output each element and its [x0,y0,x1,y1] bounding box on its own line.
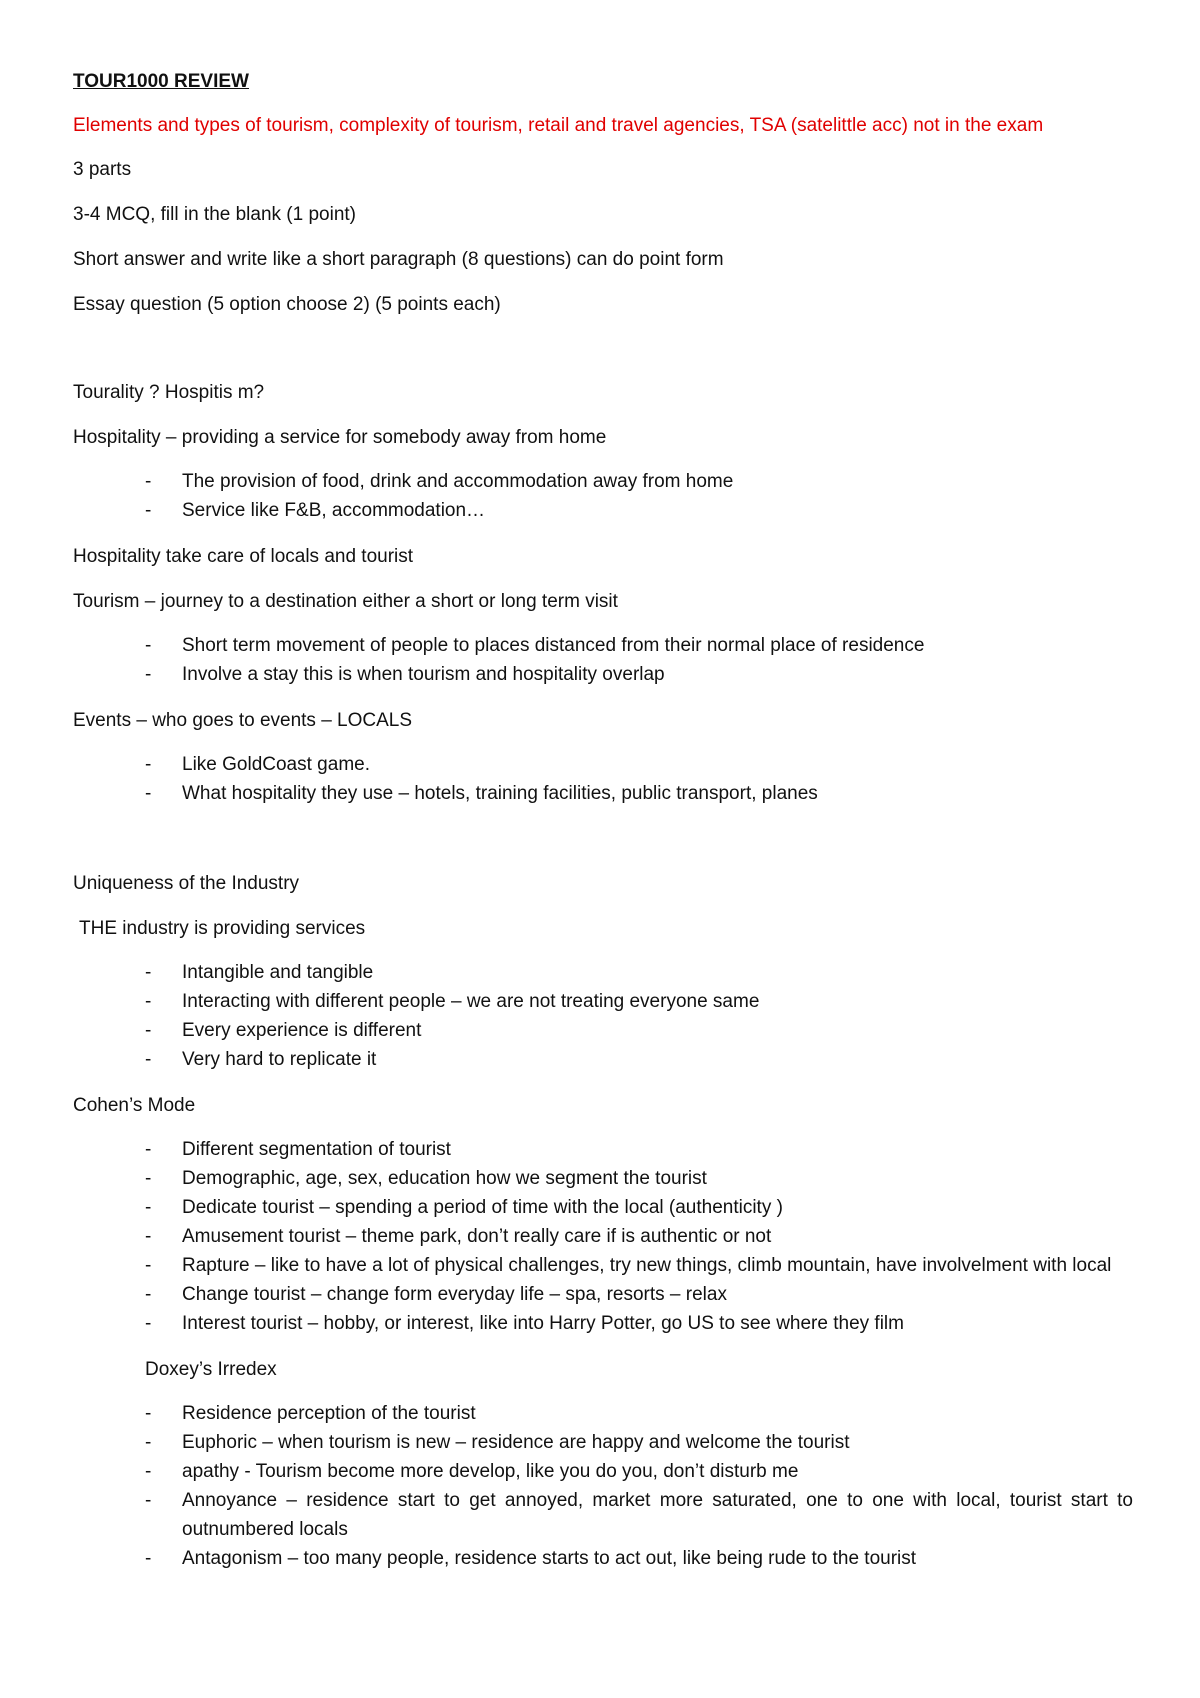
dash-bullet: - [145,664,152,685]
list-item-text: Amusement tourist – theme park, don’t really care if is authentic or not [182,1226,772,1247]
list-item [73,1016,1133,1045]
list-item [73,1486,1133,1544]
list-item-text: Every experience is different [182,1020,422,1041]
dash-bullet: - [145,1049,152,1070]
list-item-text: Involve a stay this is when tourism and hospitality overlap [182,664,665,685]
list-item [73,467,1133,496]
dash-bullet: - [145,783,152,804]
list-item-text: Dedicate tourist – spending a period of time with the local (authenticity ) [182,1197,783,1218]
exam-exclusion-note: Elements and types of tourism, complexity of tourism, retail and travel agencies, TSA (satelittle acc) not in the exam [73,115,1044,136]
list-item [73,1251,1133,1280]
uniqueness-subheading: THE industry is providing services [79,918,366,939]
list-item-text: Different segmentation of tourist [182,1139,451,1160]
dash-bullet: - [145,1226,152,1247]
list-item [73,1309,1133,1338]
tourality-question: Tourality ? Hospitis m? [73,382,265,403]
hospitality-note: Hospitality take care of locals and tourist [73,546,414,567]
dash-bullet: - [145,1461,152,1482]
list-item-text: Annoyance – residence start to get annoyed, market more saturated, one to one with local, tourist start to outnumbered locals [182,1490,1133,1540]
list-item-text: Antagonism – too many people, residence starts to act out, like being rude to the tourist [182,1548,917,1569]
list-item-text: Interacting with different people – we are not treating everyone same [182,991,760,1012]
uniqueness-heading: Uniqueness of the Industry [73,873,300,894]
dash-bullet: - [145,1168,152,1189]
exam-format-line: Essay question (5 option choose 2) (5 points each) [73,294,501,315]
list-item-text: Demographic, age, sex, education how we segment the tourist [182,1168,707,1189]
cohen-heading: Cohen’s Mode [73,1095,196,1116]
list-item [73,1135,1133,1164]
dash-bullet: - [145,1403,152,1424]
list-item-text: Interest tourist – hobby, or interest, like into Harry Potter, go US to see where they film [182,1313,904,1334]
dash-bullet: - [145,754,152,775]
list-item-text: Residence perception of the tourist [182,1403,476,1424]
doxey-list [73,1399,1133,1573]
tourism-heading: Tourism – journey to a destination either a short or long term visit [73,591,618,612]
hospitality-heading: Hospitality – providing a service for somebody away from home [73,427,607,448]
dash-bullet: - [145,991,152,1012]
list-item [73,958,1133,987]
cohen-list [73,1135,1133,1338]
dash-bullet: - [145,1139,152,1160]
uniqueness-list [73,958,1133,1074]
dash-bullet: - [145,1432,152,1453]
list-item-text: Short term movement of people to places distanced from their normal place of residence [182,635,925,656]
dash-bullet: - [145,1548,152,1569]
dash-bullet: - [145,1255,152,1276]
list-item-text: The provision of food, drink and accommodation away from home [182,471,734,492]
list-item [73,1399,1133,1428]
list-item-text: Service like F&B, accommodation… [182,500,486,521]
list-item-text: Very hard to replicate it [182,1049,377,1070]
list-item [73,1544,1133,1573]
document-page [73,70,1133,1593]
list-item [73,779,1133,808]
dash-bullet: - [145,1020,152,1041]
dash-bullet: - [145,962,152,983]
list-item-text: Rapture – like to have a lot of physical challenges, try new things, climb mountain, have involvelment with local [182,1255,1112,1276]
tourism-list [73,631,1133,689]
list-item-text: What hospitality they use – hotels, training facilities, public transport, planes [182,783,818,804]
doxey-heading: Doxey’s Irredex [145,1359,277,1380]
list-item [73,1045,1133,1074]
list-item [73,1222,1133,1251]
list-item [73,1457,1133,1486]
list-item [73,987,1133,1016]
list-item [73,750,1133,779]
dash-bullet: - [145,471,152,492]
list-item [73,631,1133,660]
dash-bullet: - [145,500,152,521]
exam-format-line: 3 parts [73,159,132,180]
events-list [73,750,1133,808]
list-item-text: apathy - Tourism become more develop, like you do you, don’t disturb me [182,1461,799,1482]
dash-bullet: - [145,1197,152,1218]
dash-bullet: - [145,1490,152,1511]
spacer [73,828,1133,872]
dash-bullet: - [145,1284,152,1305]
list-item-text: Euphoric – when tourism is new – residence are happy and welcome the tourist [182,1432,850,1453]
exam-format-line: 3-4 MCQ, fill in the blank (1 point) [73,204,357,225]
list-item [73,496,1133,525]
list-item [73,1164,1133,1193]
exam-format-line: Short answer and write like a short paragraph (8 questions) can do point form [73,249,724,270]
events-heading: Events – who goes to events – LOCALS [73,710,413,731]
dash-bullet: - [145,635,152,656]
list-item-text: Like GoldCoast game. [182,754,370,775]
document-title: TOUR1000 REVIEW [73,71,249,92]
list-item [73,660,1133,689]
list-item [73,1280,1133,1309]
dash-bullet: - [145,1313,152,1334]
list-item-text: Change tourist – change form everyday life – spa, resorts – relax [182,1284,727,1305]
spacer [73,338,1133,381]
list-item [73,1193,1133,1222]
hospitality-list [73,467,1133,525]
list-item [73,1428,1133,1457]
list-item-text: Intangible and tangible [182,962,374,983]
